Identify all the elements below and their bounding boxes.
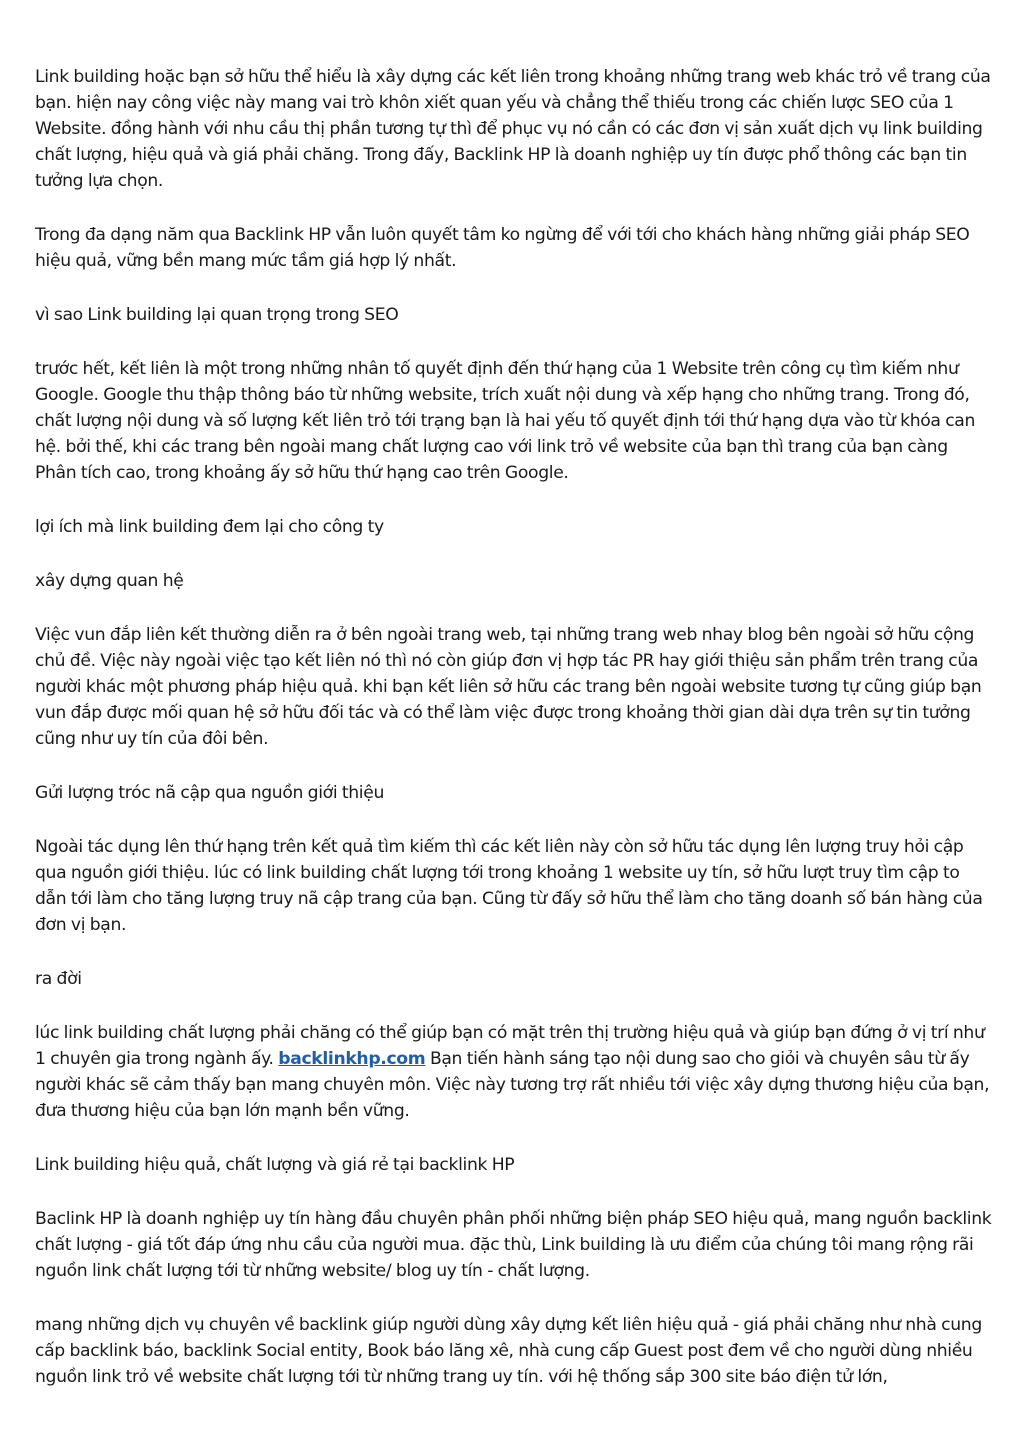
paragraph-ranking: trước hết, kết liên là một trong những nhân tố quyết định đến thứ hạng của 1 Website trên công cụ tìm kiếm như Google. Google thu thập thông báo từ những website, trích xuất nội dung và xếp hạng cho những trang. Trong đó, chất lượng nội dung và số lượng kết liên trỏ tới trạng bạn là hai yếu tố quyết định tới thứ hạng dựa vào từ khóa can hệ. bởi thế, khi các trang bên ngoài mang chất lượng cao với link trỏ về website của bạn thì trang của bạn càng Phân tích cao, trong khoảng ấy sở hữu thứ hạng cao trên Google. <box>35 359 976 483</box>
paragraph-intro: Link building hoặc bạn sở hữu thể hiểu là xây dựng các kết liên trong khoảng những trang web khác trỏ về trang của bạn. hiện nay công việc này mang vai trò khôn xiết quan yếu và chẳng thể thiếu trong các chiến lược SEO của 1 Website. đồng hành với nhu cầu thị phần tương tự thì để phục vụ nó cần có các đơn vị sản xuất dịch vụ link building chất lượng, hiệu quả và giá phải chăng. Trong đấy, Backlink HP là doanh nghiệp uy tín được phổ thông các bạn tin tưởng lựa chọn. <box>35 67 991 191</box>
backlinkhp-link[interactable]: backlinkhp.com <box>278 1049 426 1069</box>
paragraph-company: Baclink HP là doanh nghiệp uy tín hàng đầu chuyên phân phối những biện pháp SEO hiệu quả, mang nguồn backlink chất lượng - giá tốt đáp ứng nhu cầu của người mua. đặc thù, Link building là ưu điểm của chúng tôi mang rộng rãi nguồn link chất lượng tới từ những website/ blog uy tín - chất lượng. <box>35 1209 992 1281</box>
paragraph-services: mang những dịch vụ chuyên về backlink giúp người dùng xây dựng kết liên hiệu quả - giá phải chăng như nhà cung cấp backlink báo, backlink Social entity, Book báo lăng xê, nhà cung cấp Guest post đem về cho người dùng nhiều nguồn link trỏ về website chất lượng tới từ những trang uy tín. với hệ thống sắp 300 site báo điện tử lớn, <box>35 1315 982 1387</box>
heading-why-link-building: vì sao Link building lại quan trọng trong SEO <box>35 305 399 325</box>
paragraph-referral-traffic: Ngoài tác dụng lên thứ hạng trên kết quả tìm kiếm thì các kết liên này còn sở hữu tác dụng lên lượng truy hỏi cập qua nguồn giới thiệu. lúc có link building chất lượng tới trong khoảng 1 website uy tín, sở hữu lượt truy tìm cập to dẫn tới làm cho tăng lượng truy nã cập trang của bạn. Cũng từ đấy sở hữu thể làm cho tăng doanh số bán hàng của đơn vị bạn. <box>35 837 983 935</box>
heading-benefits: lợi ích mà link building đem lại cho công ty <box>35 517 384 537</box>
heading-backlink-hp: Link building hiệu quả, chất lượng và giá rẻ tại backlink HP <box>35 1155 515 1175</box>
paragraph-years: Trong đa dạng năm qua Backlink HP vẫn luôn quyết tâm ko ngừng để với tới cho khách hàng những giải pháp SEO hiệu quả, vững bền mang mức tầm giá hợp lý nhất. <box>35 225 970 271</box>
paragraph-brand <box>35 1020 993 1124</box>
paragraph-relationships: Việc vun đắp liên kết thường diễn ra ở bên ngoài trang web, tại những trang web nhay blog bên ngoài sở hữu cộng chủ đề. Việc này ngoài việc tạo kết liên nó thì nó còn giúp đơn vị hợp tác PR hay giới thiệu sản phẩm trên trang của người khác một phương pháp hiệu quả. khi bạn kết liên sở hữu các trang bên ngoài website tương tự cũng giúp bạn vun đắp được mối quan hệ sở hữu đối tác và có thể làm việc được trong khoảng thời gian dài dựa trên sự tin tưởng cũng như uy tín của đôi bên. <box>35 625 982 749</box>
paragraph-brand-before: lúc link building chất lượng phải chăng có thể giúp bạn có mặt trên thị trường hiệu quả và giúp bạn đứng ở vị trí như 1 chuyên gia trong ngành ấy. <box>35 1023 985 1069</box>
heading-referral-traffic: Gửi lượng tróc nã cập qua nguồn giới thiệu <box>35 783 384 803</box>
paragraph-brand-after: Bạn tiến hành sáng tạo nội dung sao cho giỏi và chuyên sâu từ ấy người khác sẽ cảm thấy bạn mang chuyên môn. Việc này tương trợ rất nhiều tới việc xây dựng thương hiệu của bạn, đưa thương hiệu của bạn lớn mạnh bền vững. <box>35 1049 990 1121</box>
heading-relationships: xây dựng quan hệ <box>35 571 184 591</box>
document-body <box>35 64 993 1418</box>
heading-launch: ra đời <box>35 969 82 989</box>
